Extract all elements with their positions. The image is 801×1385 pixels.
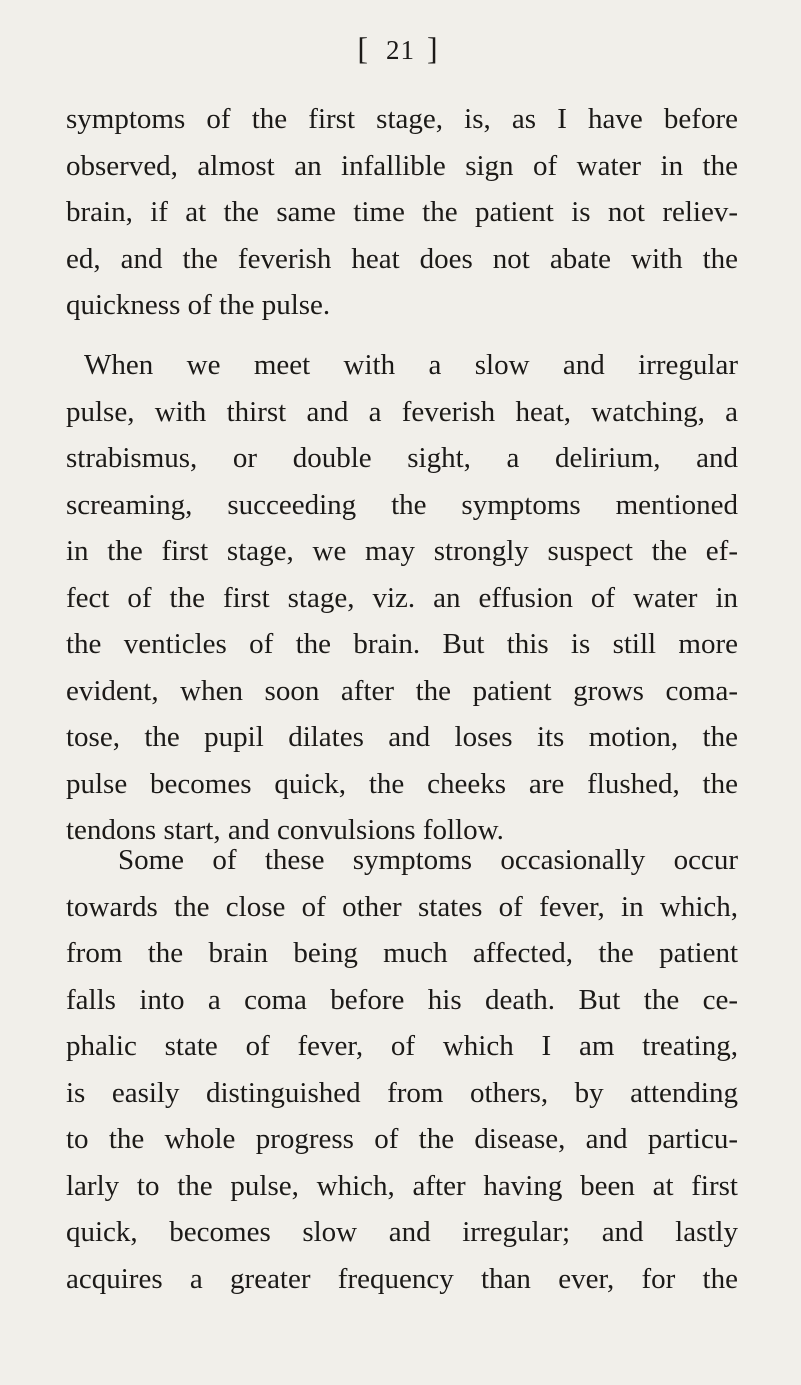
text-line: acquires a greater frequency than ever, for the [66,1262,738,1295]
text-line: from the brain being much affected, the patient [66,937,738,969]
text-line: quick, becomes slow and irregular; and lastly [66,1216,738,1248]
close-bracket: ] [427,30,444,66]
text-line: pulse becomes quick, the cheeks are flushed, the [66,767,738,800]
text-line: tose, the pupil dilates and loses its motion, the [66,721,738,753]
paragraph-2 [66,342,738,854]
page-number: 21 [386,35,415,65]
text-line: ed, and the feverish heat does not abate with the [66,242,738,275]
text-line: quickness of the pulse. [66,289,331,321]
text-line: observed, almost an infallible sign of water in the [66,149,738,182]
text-line: is easily distinguished from others, by attending [66,1076,738,1109]
text-line: towards the close of other states of fever, in which, [66,890,738,923]
text-line: evident, when soon after the patient grows coma- [66,674,738,707]
text-line: in the first stage, we may strongly suspect the ef- [66,535,738,567]
text-line: Some of these symptoms occasionally occur [118,844,738,876]
text-line: When we meet with a slow and irregular [84,349,738,381]
text-line: symptoms of the first stage, is, as I have before [66,103,738,135]
text-line: falls into a coma before his death. But the ce- [66,983,738,1016]
text-line: the venticles of the brain. But this is still more [66,628,738,660]
text-line: larly to the pulse, which, after having been at first [66,1169,738,1202]
open-bracket: [ [357,30,374,66]
page-header [0,30,801,67]
text-line: fect of the first stage, viz. an effusion of water in [66,581,738,614]
text-line: strabismus, or double sight, a delirium, and [66,442,738,474]
text-line: to the whole progress of the disease, and particu- [66,1123,738,1155]
paragraph-3 [66,837,738,1302]
paragraph-1 [66,96,738,329]
text-line: tendons start, and convulsions follow. [66,814,504,846]
text-line: brain, if at the same time the patient is not reliev- [66,196,738,228]
text-line: phalic state of fever, of which I am treating, [66,1030,738,1062]
text-line: pulse, with thirst and a feverish heat, watching, a [66,395,738,428]
text-line: screaming, succeeding the symptoms mentioned [66,488,738,521]
